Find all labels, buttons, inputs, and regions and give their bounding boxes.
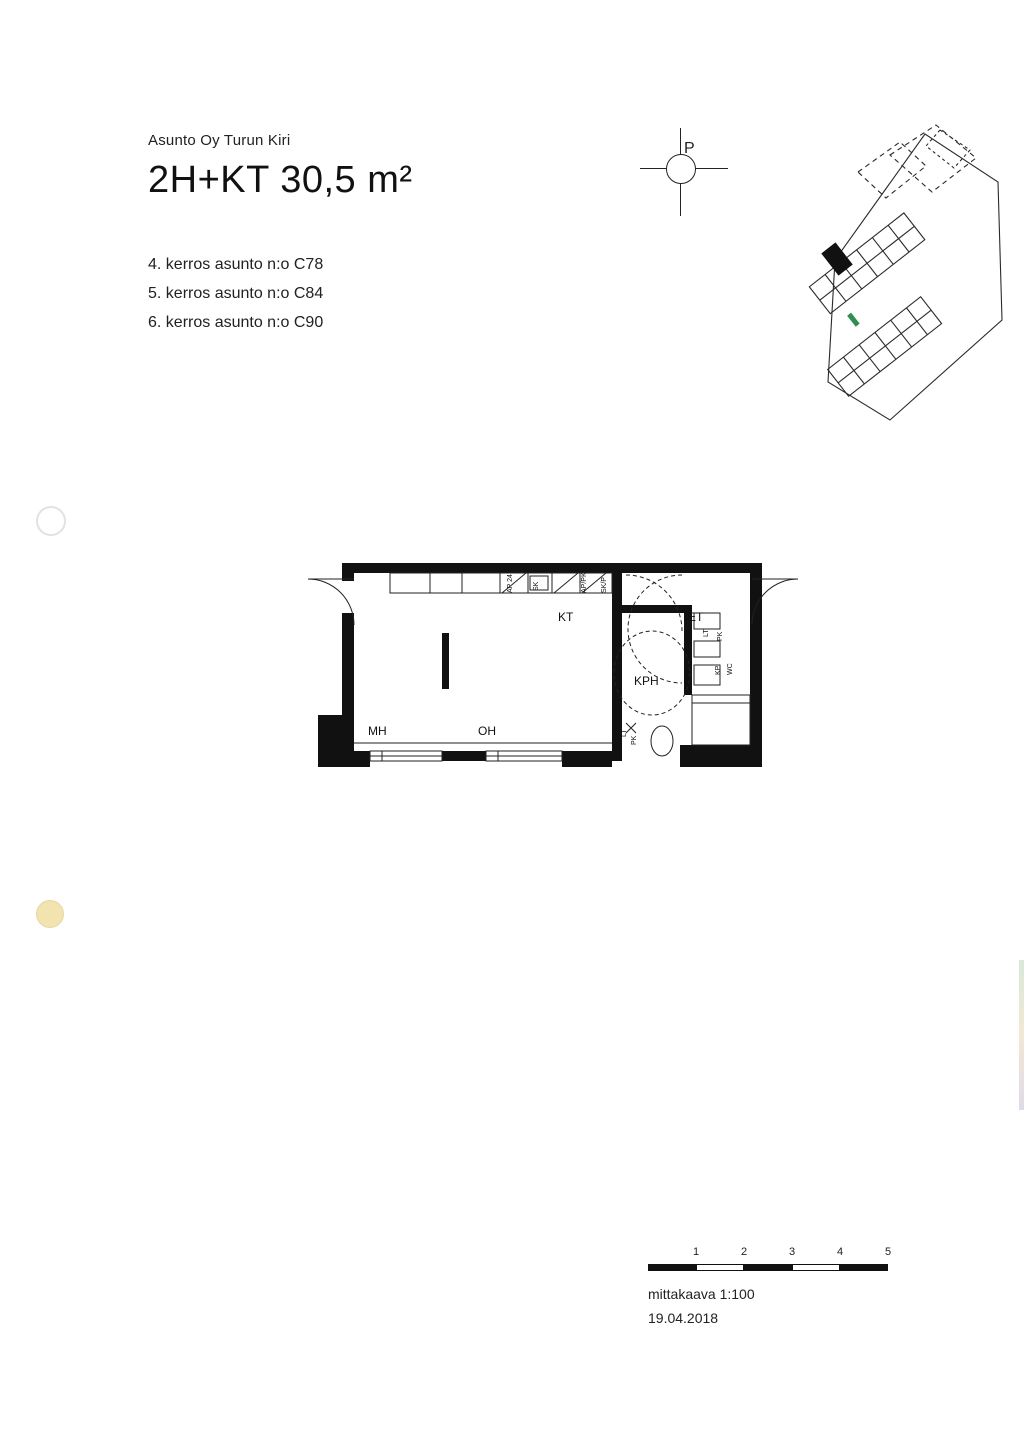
annotation-wc: WC xyxy=(727,663,734,675)
room-label-kph: KPH xyxy=(634,674,659,688)
annotation-appk: AP/PK xyxy=(581,572,588,593)
annotation-pk: PK xyxy=(717,631,724,641)
room-label-oh: OH xyxy=(478,724,496,738)
scale-segment xyxy=(792,1264,840,1271)
scale-block xyxy=(648,1246,948,1330)
floor-list xyxy=(148,250,628,337)
annotation-lt: LT xyxy=(703,629,710,637)
scale-segment xyxy=(648,1264,696,1271)
scale-tick-label: 4 xyxy=(836,1246,844,1258)
room-label-et: ET xyxy=(688,610,704,624)
annotation-skp: SK/P xyxy=(601,577,608,593)
scale-caption xyxy=(648,1282,948,1330)
north-arrow-icon xyxy=(640,128,740,228)
scale-tick-label: 3 xyxy=(788,1246,796,1258)
annotation-kp: KP xyxy=(715,665,722,675)
scale-segment xyxy=(744,1264,792,1271)
apartment-type-title: 2H+KT 30,5 m² xyxy=(148,159,413,201)
list-item: 4. kerros asunto n:o C78 xyxy=(148,256,324,273)
north-label: P xyxy=(684,140,695,157)
scan-artifact-dot xyxy=(36,900,64,928)
list-item: 6. kerros asunto n:o C90 xyxy=(148,314,324,331)
scale-tick-label: 2 xyxy=(740,1246,748,1258)
scan-edge-strip xyxy=(1019,960,1024,1110)
scale-tick-label: 5 xyxy=(884,1246,892,1258)
scale-tick-label: 1 xyxy=(692,1246,700,1258)
title-block xyxy=(148,132,628,337)
scale-ratio-text: mittakaava 1:100 xyxy=(648,1286,755,1302)
company-name: Asunto Oy Turun Kiri xyxy=(148,132,291,149)
list-item: 5. kerros asunto n:o C84 xyxy=(148,285,324,302)
annotation-ap24: AP 24 xyxy=(507,574,514,593)
floorplan-drawing xyxy=(290,545,810,795)
annotation-lt-2: LT xyxy=(621,729,628,737)
scale-segment xyxy=(696,1264,744,1271)
room-label-kt: KT xyxy=(558,610,574,624)
secondary-apartment-marker xyxy=(847,313,860,327)
north-arrow-circle xyxy=(666,154,696,184)
annotation-sk: SK xyxy=(533,581,540,591)
scan-artifact-ring xyxy=(36,506,66,536)
scale-bar xyxy=(648,1246,948,1276)
drawing-date: 19.04.2018 xyxy=(648,1310,719,1326)
site-plan-diagram xyxy=(740,120,1010,440)
scale-segment xyxy=(840,1264,888,1271)
room-label-mh: MH xyxy=(368,724,387,738)
annotation-pk-2: PK xyxy=(631,735,638,745)
